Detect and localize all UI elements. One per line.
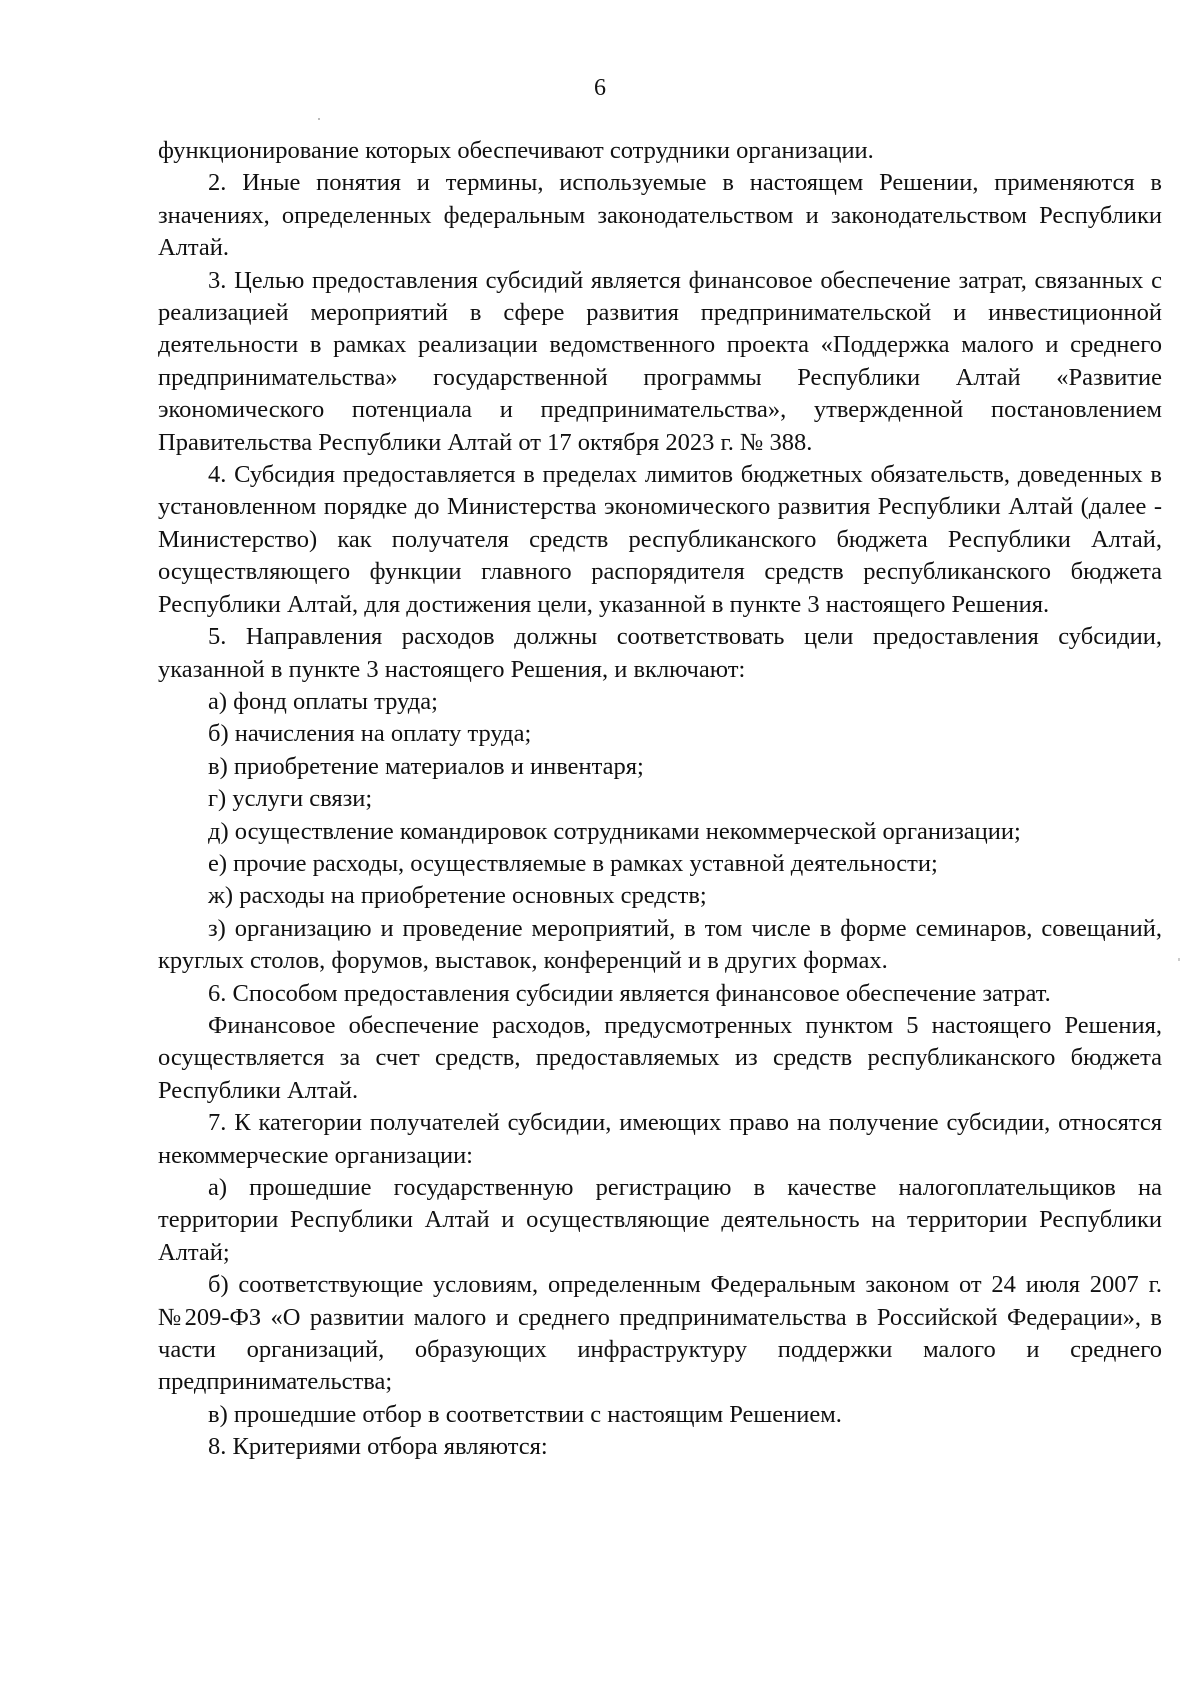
list-item-zh: ж) расходы на приобретение основных средств; (208, 882, 707, 910)
paragraph-item-6: 6. Способом предоставления субсидии является финансовое обеспечение затрат. (208, 979, 1051, 1007)
paragraph-item-4: 4. Субсидия предоставляется в пределах лимитов бюджетных обязательств, доведенных в установленном порядке до Министерства экономического развития Республики Алтай (далее - Министерство) как получателя средств республиканского бюджета Республики Алтай, осуществляющего функции главного распорядителя средств республиканского бюджета Республики Алтай, для достижения цели, указанной в пункте 3 настоящего Решения. (158, 461, 1162, 618)
list-item-z: з) организацию и проведение мероприятий, в том числе в форме семинаров, совещаний, круглых столов, форумов, выставок, конференций и в других формах. (158, 914, 1162, 975)
list-item-e: е) прочие расходы, осуществляемые в рамках уставной деятельности; (208, 849, 938, 877)
paragraph-item-5: 5. Направления расходов должны соответствовать цели предоставления субсидии, указанной в пункте 3 настоящего Решения, и включают: (158, 623, 1162, 683)
paragraph-item-7: 7. К категории получателей субсидии, имеющих право на получение субсидии, относятся некоммерческие организации: (158, 1109, 1162, 1169)
paragraph-item-2: 2. Иные понятия и термины, используемые в настоящем Решении, применяются в значениях, определенных федеральным законодательством и законодательством Республики Алтай. (158, 169, 1162, 262)
list-item-g: г) услуги связи; (208, 785, 373, 813)
list-item-b: б) начисления на оплату труда; (208, 720, 532, 748)
list-item-v: в) приобретение материалов и инвентаря; (208, 752, 644, 780)
scan-speck (318, 118, 320, 120)
document-body (158, 135, 1162, 1464)
list-item-v-selection: в) прошедшие отбор в соответствии с настоящим Решением. (208, 1400, 842, 1428)
paragraph-item-3: 3. Целью предоставления субсидий является финансовое обеспечение затрат, связанных с реализацией мероприятий в сфере развития предпринимательской и инвестиционной деятельности в рамках реализации ведомственного проекта «Поддержка малого и среднего предпринимательства» государственной программы Республики Алтай «Развитие экономического потенциала и предпринимательства», утвержденной постановлением Правительства Республики Алтай от 17 октября 2023 г. № 388. (158, 266, 1162, 456)
list-item-a-registration: а) прошедшие государственную регистрацию в качестве налогоплательщиков на территории Республики Алтай и осуществляющие деятельность на территории Республики Алтай; (158, 1174, 1162, 1266)
paragraph-continuation: функционирование которых обеспечивают сотрудники организации. (158, 137, 874, 164)
paragraph-financing: Финансовое обеспечение расходов, предусмотренных пунктом 5 настоящего Решения, осуществляется за счет средств, предоставляемых из средств республиканского бюджета Республики Алтай. (158, 1011, 1162, 1104)
list-item-a: а) фонд оплаты труда; (208, 687, 438, 715)
scan-speck (1178, 958, 1180, 961)
list-item-d: д) осуществление командировок сотрудниками некоммерческой организации; (208, 817, 1021, 845)
paragraph-item-8: 8. Критериями отбора являются: (208, 1433, 548, 1461)
page-number: 6 (594, 75, 606, 101)
list-item-b-conditions: б) соответствующие условиям, определенным Федеральным законом от 24 июля 2007 г. №209-ФЗ «О развитии малого и среднего предпринимательства в Российской Федерации», в части организаций, образующих инфраструктуру поддержки малого и среднего предпринимательства; (158, 1271, 1162, 1396)
